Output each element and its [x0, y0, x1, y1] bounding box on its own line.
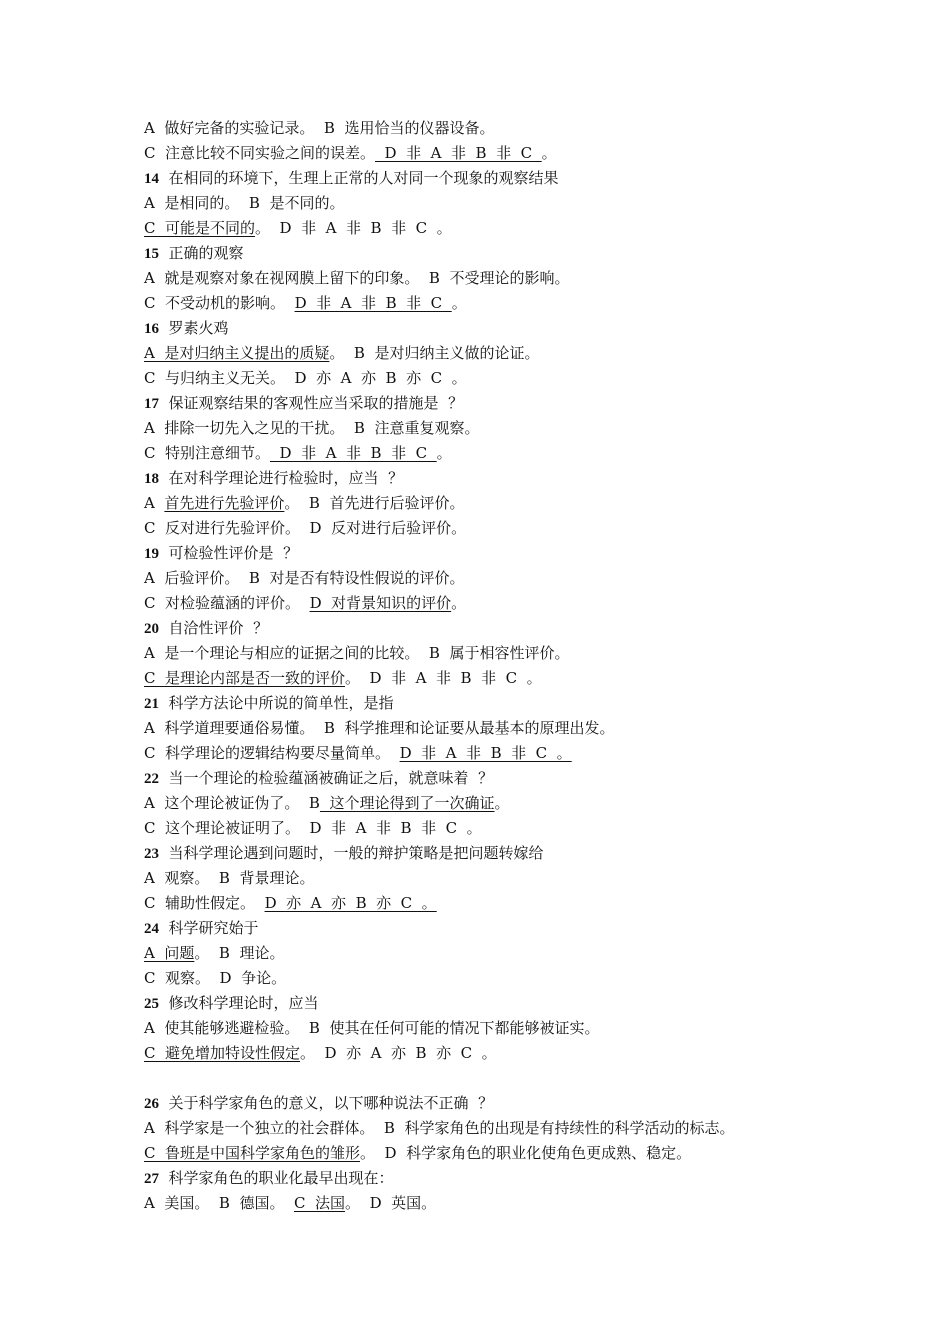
question-stem-line — [144, 316, 229, 340]
question-number: 27 — [144, 1171, 159, 1187]
option-line — [144, 666, 542, 690]
line-text: 。 D 非 A 非 B 非 C 。 — [255, 219, 452, 237]
question-stem-line — [144, 1091, 493, 1115]
question-number: 24 — [144, 921, 159, 937]
option-line — [144, 1191, 436, 1215]
question-number: 19 — [144, 546, 159, 562]
line-text: 。 — [541, 144, 557, 162]
underlined-answer: C 是理论内部是否一致的评价 — [144, 669, 346, 687]
underlined-answer: 这个理论得到了一次确证 — [319, 794, 495, 812]
line-text: C 观察。 D 争论。 — [144, 969, 287, 987]
option-line — [144, 116, 494, 140]
line-text: A 后验评价。 B 对是否有特设性假说的评价。 — [144, 569, 465, 587]
line-text: A 就是观察对象在视网膜上留下的印象。 B 不受理论的影响。 — [144, 269, 570, 287]
option-line — [144, 1041, 497, 1065]
line-text: 。 D 英国。 — [345, 1194, 437, 1212]
line-text: A 科学家是一个独立的社会群体。 B 科学家角色的出现是有持续性的科学活动的标志。 — [144, 1119, 735, 1137]
line-text: 科学方法论中所说的简单性，是指 — [159, 694, 394, 712]
question-number: 21 — [144, 696, 159, 712]
line-text: 可检验性评价是 ？ — [159, 544, 299, 562]
option-line — [144, 1116, 734, 1140]
line-text: C 特别注意细节。 — [144, 444, 271, 462]
option-line — [144, 791, 510, 815]
line-text: 保证观察结果的客观性应当采取的措施是 ？ — [159, 394, 464, 412]
line-text: 自洽性评价 ？ — [159, 619, 269, 637]
line-text: C 辅助性假定。 — [144, 894, 265, 912]
line-text: 当科学理论遇到问题时，一般的辩护策略是把问题转嫁给 — [159, 844, 544, 862]
line-text: C 科学理论的逻辑结构要尽量简单。 — [144, 744, 400, 762]
option-line — [144, 1016, 599, 1040]
option-line — [144, 966, 286, 990]
option-line — [144, 141, 557, 165]
question-number: 18 — [144, 471, 159, 487]
line-text: A — [144, 494, 165, 512]
underlined-answer: C 避免增加特设性假定 — [144, 1044, 301, 1062]
question-stem-line — [144, 616, 268, 640]
question-stem-line — [144, 991, 319, 1015]
line-text: A 观察。 B 背景理论。 — [144, 869, 315, 887]
underlined-answer: A 是对归纳主义提出的质疑 — [144, 344, 330, 362]
option-line — [144, 591, 466, 615]
underlined-answer: C 可能是不同的 — [144, 219, 256, 237]
question-stem-line — [144, 541, 298, 565]
underlined-answer: 首先进行先验评价 — [164, 494, 285, 512]
line-text: 。 — [494, 794, 510, 812]
question-number: 22 — [144, 771, 159, 787]
line-text: 。 D 非 A 非 B 非 C 。 — [345, 669, 542, 687]
line-text: C 不受动机的影响。 — [144, 294, 295, 312]
line-text: A 科学道理要通俗易懂。 B 科学推理和论证要从最基本的原理出发。 — [144, 719, 615, 737]
option-line — [144, 866, 314, 890]
line-text: A 使其能够逃避检验。 B 使其在任何可能的情况下都能够被证实。 — [144, 1019, 600, 1037]
line-text: 。 B 理论。 — [194, 944, 285, 962]
question-number: 15 — [144, 246, 159, 262]
line-text: 罗素火鸡 — [159, 319, 229, 337]
underlined-answer: A 问题 — [144, 944, 195, 962]
line-text: 当一个理论的检验蕴涵被确证之后，就意味着 ？ — [159, 769, 494, 787]
option-line — [144, 191, 344, 215]
option-line — [144, 741, 572, 765]
underlined-answer: C 鲁班是中国科学家角色的雏形 — [144, 1144, 361, 1162]
option-line — [144, 566, 464, 590]
line-text: 。 — [451, 294, 467, 312]
line-text: A 做好完备的实验记录。 B 选用恰当的仪器设备。 — [144, 119, 495, 137]
option-line — [144, 891, 437, 915]
question-number: 16 — [144, 321, 159, 337]
option-line — [144, 816, 482, 840]
question-number: 20 — [144, 621, 159, 637]
question-stem-line — [144, 241, 244, 265]
line-text: C 反对进行先验评价。 D 反对进行后验评价。 — [144, 519, 467, 537]
underlined-answer: D 非 A 非 B 非 C 。 — [399, 744, 572, 762]
option-line — [144, 216, 452, 240]
question-stem-line — [144, 766, 493, 790]
question-stem-line — [144, 841, 544, 865]
line-text: C 对检验蕴涵的评价。 — [144, 594, 310, 612]
line-text: 在对科学理论进行检验时，应当 ？ — [159, 469, 404, 487]
question-number: 23 — [144, 846, 159, 862]
question-stem-line — [144, 166, 559, 190]
line-text: 正确的观察 — [159, 244, 244, 262]
option-line — [144, 716, 614, 740]
line-text: 。 B 是对归纳主义做的论证。 — [329, 344, 540, 362]
line-text: C 与归纳主义无关。 D 亦 A 亦 B 亦 C 。 — [144, 369, 467, 387]
line-text: 。 — [451, 594, 467, 612]
question-number: 25 — [144, 996, 159, 1012]
line-text: 在相同的环境下，生理上正常的人对同一个现象的观察结果 — [159, 169, 559, 187]
option-line — [144, 641, 569, 665]
question-stem-line — [144, 466, 403, 490]
question-stem-line — [144, 691, 394, 715]
underlined-answer: D 亦 A 亦 B 亦 C 。 — [264, 894, 437, 912]
line-text: A 排除一切先入之见的干扰。 B 注意重复观察。 — [144, 419, 480, 437]
line-text: A 是一个理论与相应的证据之间的比较。 B 属于相容性评价。 — [144, 644, 570, 662]
underlined-answer: D 对背景知识的评价 — [309, 594, 452, 612]
option-line — [144, 291, 467, 315]
line-text: 科学家角色的职业化最早出现在： — [159, 1169, 394, 1187]
underlined-answer: D 非 A 非 B 非 C — [270, 444, 437, 462]
option-line — [144, 366, 467, 390]
line-text: 关于科学家角色的意义，以下哪种说法不正确 ？ — [159, 1094, 494, 1112]
question-number: 26 — [144, 1096, 159, 1112]
line-text: 修改科学理论时，应当 — [159, 994, 319, 1012]
underlined-answer: D 非 A 非 B 非 C — [375, 144, 542, 162]
option-line — [144, 416, 479, 440]
line-text: A 是相同的。 B 是不同的。 — [144, 194, 345, 212]
line-text: A 美国。 B 德国。 — [144, 1194, 295, 1212]
line-text: 。 B 首先进行后验评价。 — [284, 494, 465, 512]
line-text: A 这个理论被证伪了。 B — [144, 794, 320, 812]
line-text: 。 D 亦 A 亦 B 亦 C 。 — [300, 1044, 497, 1062]
option-line — [144, 341, 539, 365]
line-text: 。 D 科学家角色的职业化使角色更成熟、稳定。 — [360, 1144, 692, 1162]
option-line — [144, 516, 466, 540]
underlined-answer: D 非 A 非 B 非 C — [294, 294, 452, 312]
line-text: C 这个理论被证明了。 D 非 A 非 B 非 C 。 — [144, 819, 482, 837]
line-text: 科学研究始于 — [159, 919, 259, 937]
line-text: 。 — [436, 444, 452, 462]
option-line — [144, 441, 452, 465]
option-line — [144, 491, 465, 515]
question-stem-line — [144, 916, 259, 940]
line-text: C 注意比较不同实验之间的误差。 — [144, 144, 376, 162]
option-line — [144, 266, 569, 290]
question-number: 17 — [144, 396, 159, 412]
underlined-answer: C 法国 — [294, 1194, 346, 1212]
question-number: 14 — [144, 171, 159, 187]
question-stem-line — [144, 1166, 394, 1190]
option-line — [144, 941, 284, 965]
question-stem-line — [144, 391, 463, 415]
option-line — [144, 1141, 691, 1165]
